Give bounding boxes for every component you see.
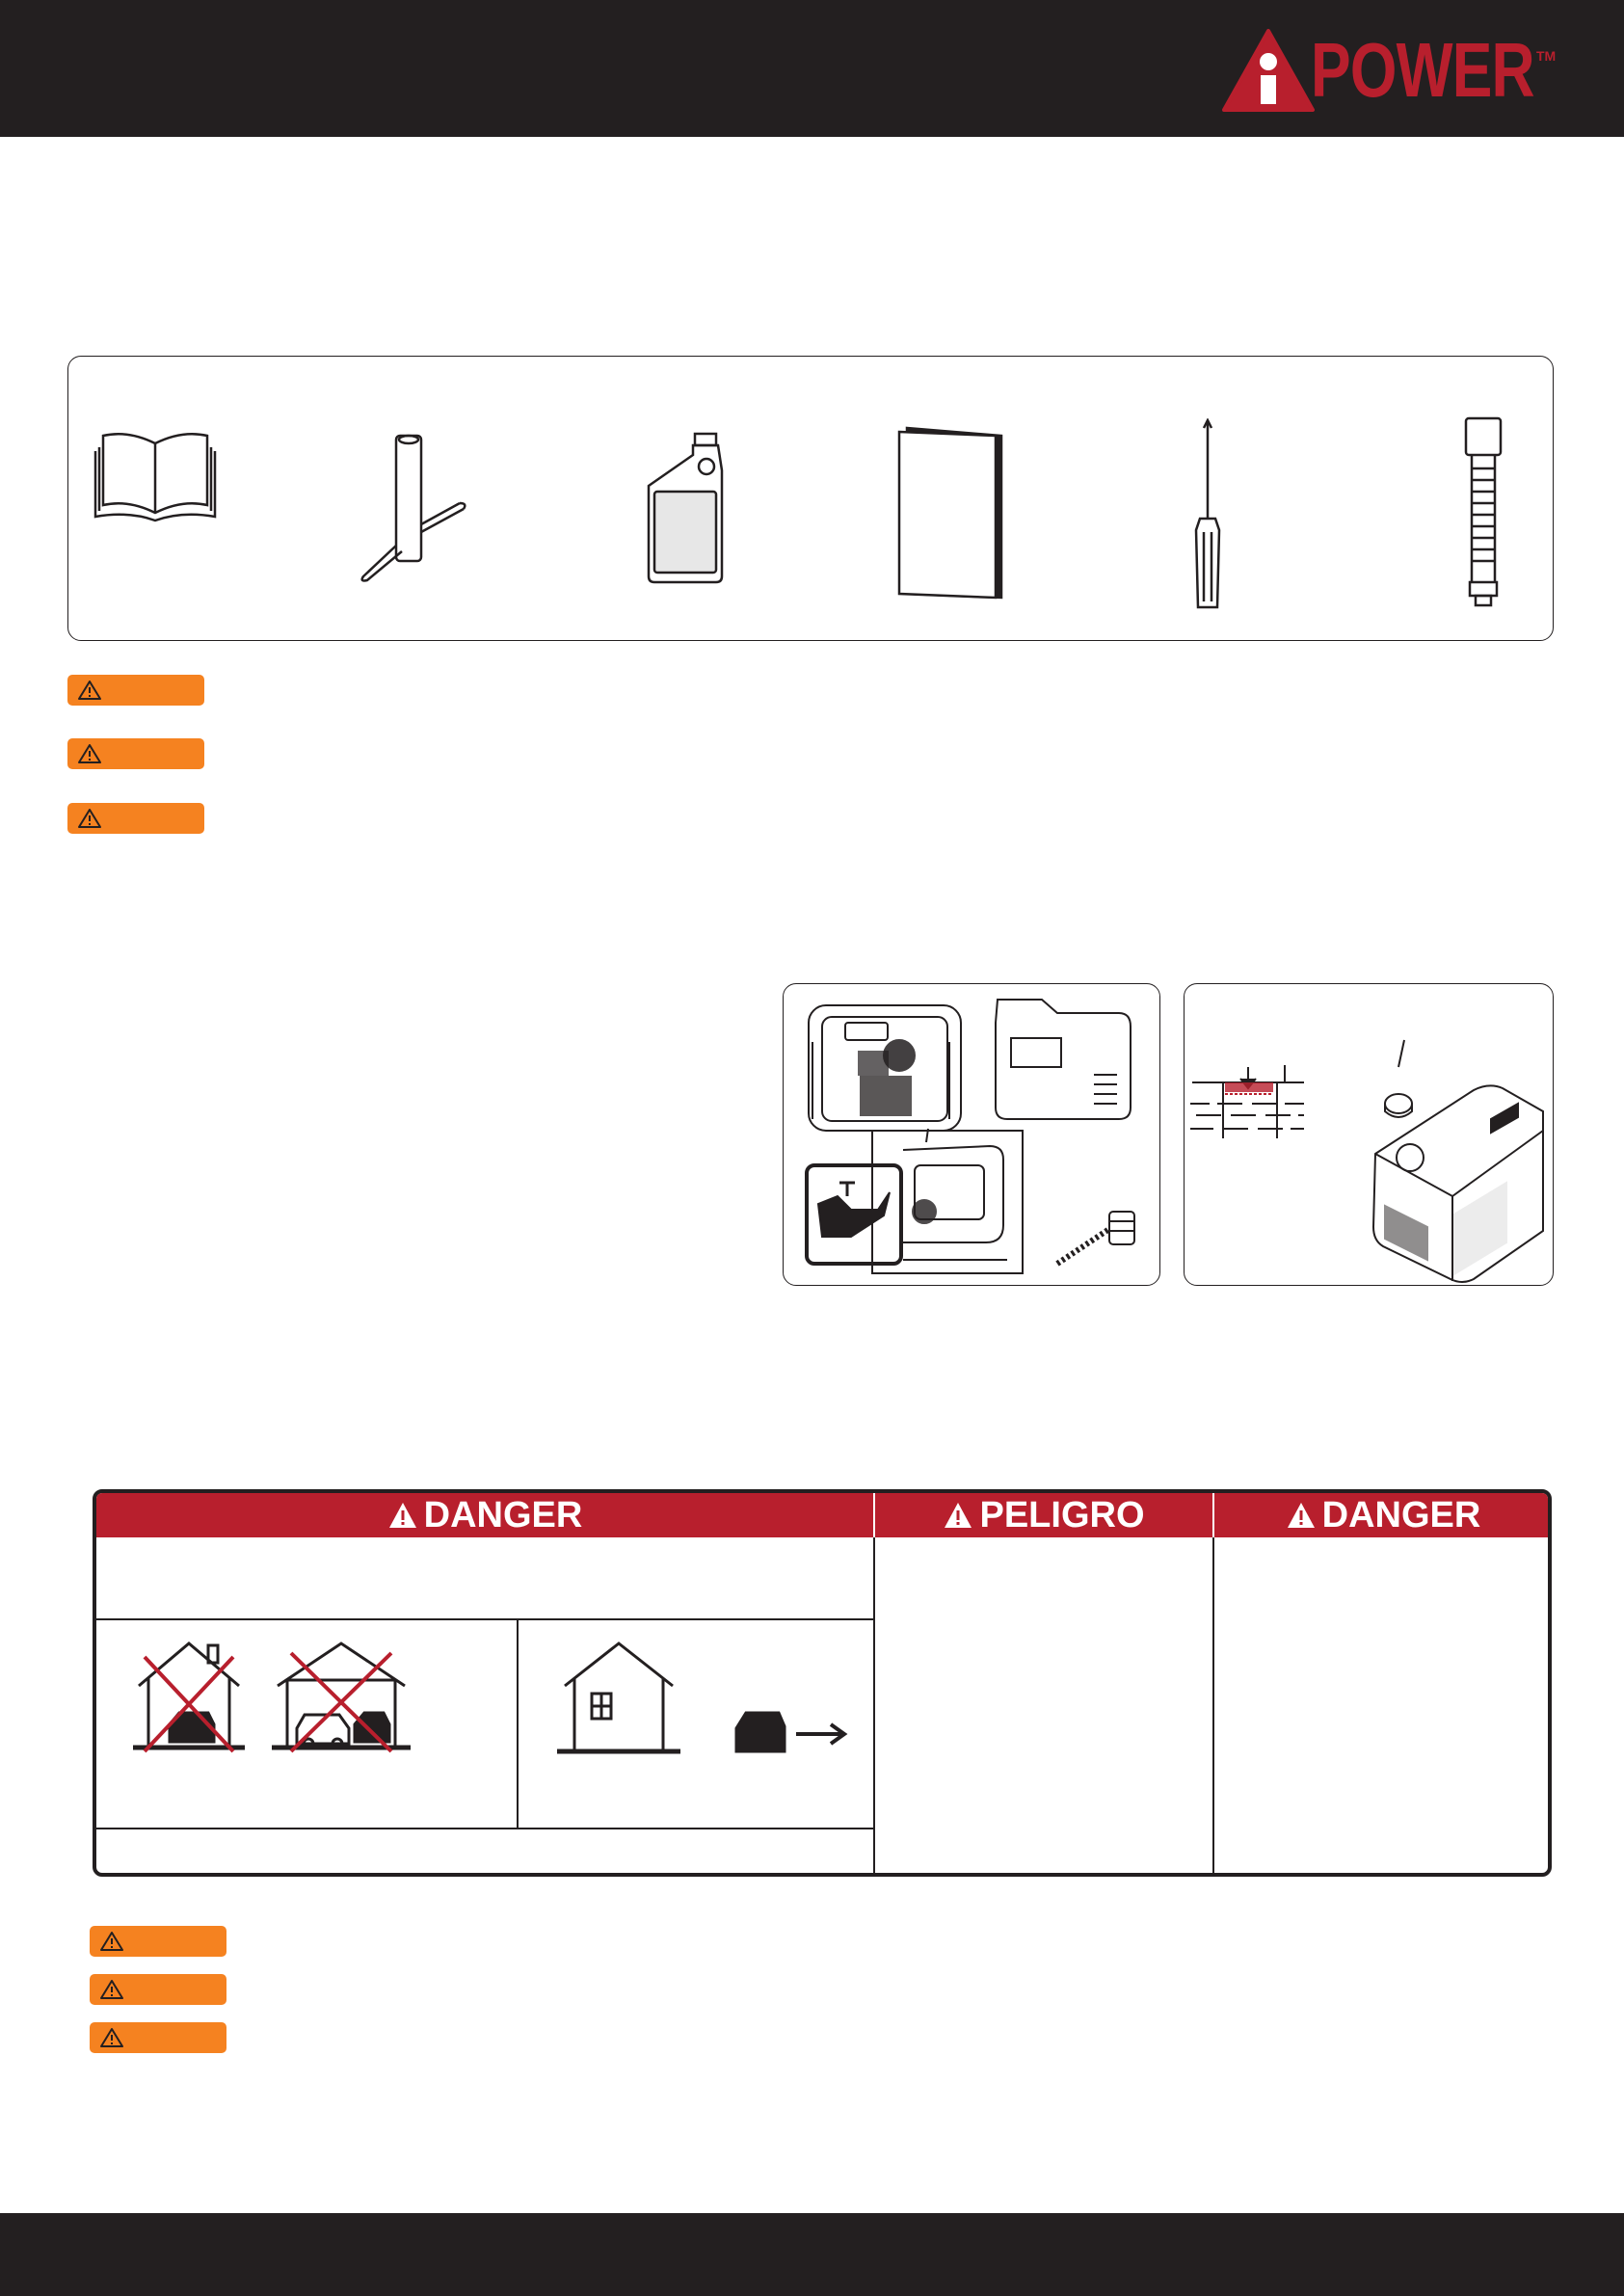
warning-triangle-icon bbox=[99, 1931, 124, 1952]
row-divider bbox=[96, 1618, 873, 1620]
included-parts-box bbox=[67, 356, 1554, 641]
danger-triangle-icon bbox=[387, 1501, 418, 1530]
warning-label bbox=[90, 1926, 226, 1957]
logo-trademark: TM bbox=[1536, 48, 1557, 64]
spark-plug-wrench-icon bbox=[358, 432, 473, 586]
warning-triangle-icon bbox=[77, 680, 102, 701]
column-divider bbox=[1212, 1537, 1214, 1877]
manual-book-icon bbox=[90, 424, 221, 524]
danger-triangle-icon bbox=[943, 1501, 973, 1530]
no-indoor-use-pictogram bbox=[131, 1636, 478, 1761]
outdoor-use-pictogram bbox=[557, 1632, 856, 1767]
oil-bottle-icon bbox=[645, 432, 733, 586]
warning-triangle-icon bbox=[77, 743, 102, 764]
row-divider bbox=[96, 1828, 873, 1829]
extension-tube-icon bbox=[1460, 416, 1506, 609]
brand-logo bbox=[1222, 29, 1556, 112]
column-divider bbox=[873, 1537, 875, 1877]
oil-level-check-illustration bbox=[1185, 984, 1553, 1285]
warning-triangle-icon bbox=[99, 1979, 124, 2000]
logo-text: POWER bbox=[1311, 27, 1534, 113]
warning-label bbox=[67, 738, 204, 769]
warning-triangle-icon bbox=[99, 2027, 124, 2048]
booklet-icon bbox=[895, 424, 1007, 601]
oil-fill-figure-1 bbox=[783, 983, 1160, 1286]
danger-header-es bbox=[875, 1493, 1212, 1537]
danger-header-es-text: PELIGRO bbox=[979, 1495, 1145, 1535]
warning-label bbox=[67, 803, 204, 834]
danger-header-fr-text: DANGER bbox=[1321, 1495, 1481, 1535]
danger-triangle-icon bbox=[1286, 1501, 1317, 1530]
danger-header-en bbox=[96, 1493, 873, 1537]
warning-label bbox=[90, 2022, 226, 2053]
danger-header-en-text: DANGER bbox=[423, 1495, 583, 1535]
warning-triangle-icon bbox=[77, 808, 102, 829]
carbon-monoxide-danger-label bbox=[93, 1489, 1552, 1877]
oil-fill-figure-2 bbox=[1184, 983, 1554, 1286]
warning-label bbox=[90, 1974, 226, 2005]
bottom-bar bbox=[0, 2213, 1624, 2296]
generator-cover-removal-illustration bbox=[784, 984, 1159, 1285]
danger-header-fr bbox=[1214, 1493, 1552, 1537]
screwdriver-icon bbox=[1186, 418, 1229, 611]
cell-divider bbox=[517, 1618, 519, 1829]
logo-triangle-icon bbox=[1222, 29, 1315, 112]
warning-label bbox=[67, 675, 204, 706]
